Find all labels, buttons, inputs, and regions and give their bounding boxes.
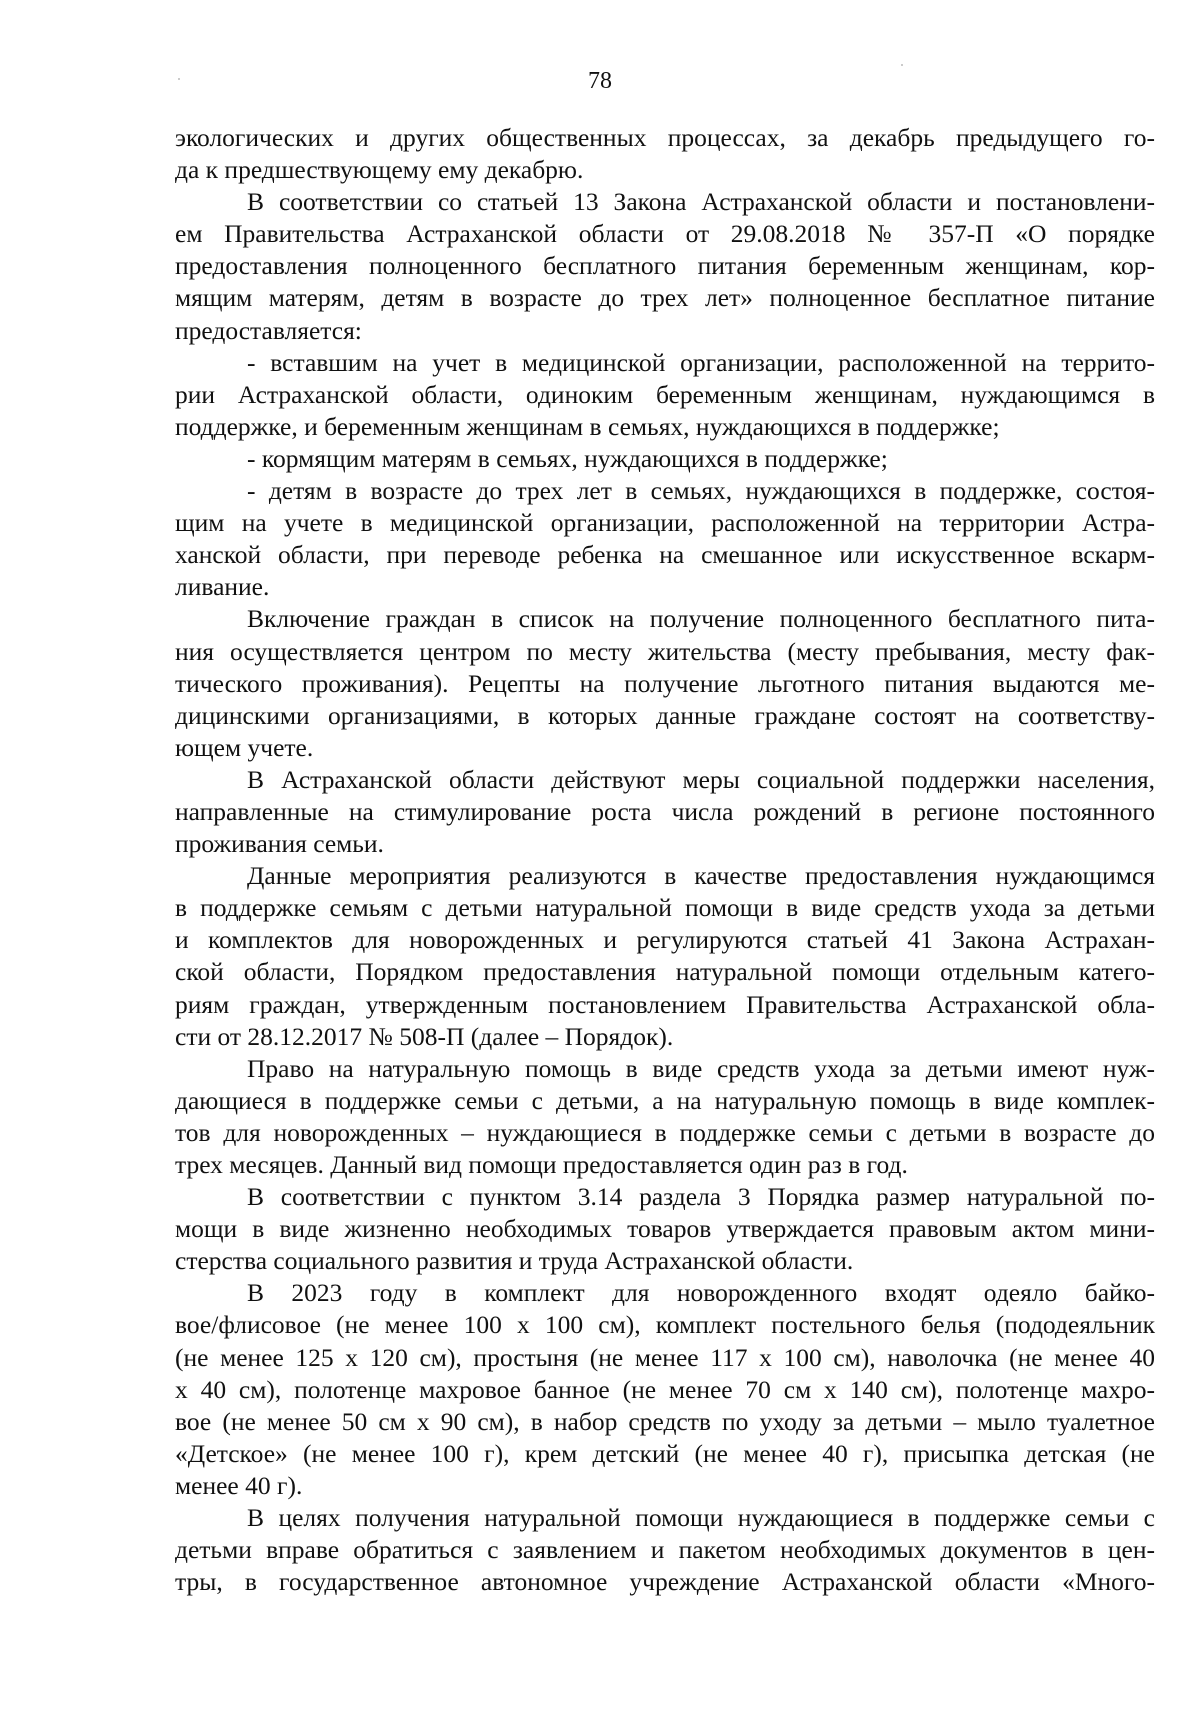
- text-line: риям граждан, утвержденным постановлением Правительства Астраханской обла-: [175, 989, 1155, 1019]
- text-line: (не менее 125 х 120 см), простыня (не менее 117 х 100 см), наволочка (не менее 40: [175, 1342, 1155, 1372]
- paragraph-start: Право на натуральную помощь в виде средств ухода за детьми имеют нуж-: [247, 1053, 1155, 1083]
- text-line: тов для новорожденных – нуждающиеся в поддержке семьи с детьми в возрасте до: [175, 1117, 1155, 1147]
- paragraph-start: В 2023 году в комплект для новорожденного входят одеяло байко-: [247, 1278, 1155, 1308]
- text-line: поддержке, и беременным женщинам в семьях, нуждающихся в поддержке;: [175, 411, 1000, 441]
- text-line: менее 40 г).: [175, 1470, 303, 1500]
- text-line: направленные на стимулирование роста числа рождений в регионе постоянного: [175, 796, 1155, 826]
- text-line: дицинскими организациями, в которых данные граждане состоят на соответству-: [175, 700, 1155, 730]
- text-line: ливание.: [175, 572, 270, 602]
- paragraph-start: В соответствии со статьей 13 Закона Астраханской области и постановлени-: [247, 187, 1155, 217]
- text-line: трех месяцев. Данный вид помощи предоставляется один раз в год.: [175, 1150, 908, 1179]
- text-line: сти от 28.12.2017 № 508-П (далее – Порядок).: [175, 1021, 674, 1051]
- text-line: х 40 см), полотенце махровое банное (не менее 70 см х 140 см), полотенце махро-: [175, 1374, 1155, 1404]
- text-line: предоставляется:: [175, 315, 362, 345]
- scan-speck: [178, 78, 180, 80]
- text-line: мящим матерям, детям в возрасте до трех лет» полноценное бесплатное питание: [175, 283, 1155, 313]
- text-line: предоставления полноценного бесплатного питания беременным женщинам, кор-: [175, 251, 1155, 281]
- text-line: вое/флисовое (не менее 100 х 100 см), комплект постельного белья (пододеяльник: [175, 1310, 1155, 1340]
- text-line: дающиеся в поддержке семьи с детьми, а на натуральную помощь в виде комплек-: [175, 1085, 1155, 1115]
- paragraph-start: В Астраханской области действуют меры социальной поддержки населения,: [247, 764, 1155, 794]
- text-line: ния осуществляется центром по месту жительства (месту пребывания, месту фак-: [175, 636, 1155, 666]
- text-line: да к предшествующему ему декабрю.: [175, 155, 584, 185]
- text-line: «Детское» (не менее 100 г), крем детский (не менее 40 г), присыпка детская (не: [175, 1438, 1155, 1468]
- text-line: мощи в виде жизненно необходимых товаров утверждается правовым актом мини-: [175, 1214, 1155, 1244]
- paragraph-start: Включение граждан в список на получение полноценного бесплатного пита-: [247, 604, 1155, 634]
- text-line: тры, в государственное автономное учреждение Астраханской области «Много-: [175, 1567, 1155, 1597]
- text-line: ющем учете.: [175, 732, 314, 762]
- list-item-start: - вставшим на учет в медицинской организации, расположенной на террито-: [247, 347, 1155, 377]
- text-line: тического проживания). Рецепты на получение льготного питания выдаются ме-: [175, 668, 1155, 698]
- text-line: рии Астраханской области, одиноким беременным женщинам, нуждающимся в: [175, 379, 1155, 409]
- text-line: экологических и других общественных процессах, за декабрь предыдущего го-: [175, 123, 1155, 152]
- text-line: и комплектов для новорожденных и регулируются статьей 41 Закона Астрахан-: [175, 925, 1155, 955]
- text-line: стерства социального развития и труда Астраханской области.: [175, 1246, 854, 1276]
- page-number: 78: [588, 68, 612, 94]
- paragraph-start: Данные мероприятия реализуются в качестве предоставления нуждающимся: [247, 861, 1155, 891]
- text-line: ем Правительства Астраханской области от 29.08.2018 № 357-П «О порядке: [175, 219, 1155, 249]
- scan-speck: [901, 64, 903, 66]
- text-line: проживания семьи.: [175, 829, 384, 859]
- list-item-start: - кормящим матерям в семьях, нуждающихся в поддержке;: [247, 443, 888, 473]
- text-line: щим на учете в медицинской организации, расположенной на территории Астра-: [175, 508, 1155, 538]
- paragraph-start: В соответствии с пунктом 3.14 раздела 3 Порядка размер натуральной по-: [247, 1182, 1155, 1212]
- body-text: [175, 122, 1155, 1598]
- text-line: вое (не менее 50 см х 90 см), в набор средств по уходу за детьми – мыло туалетное: [175, 1406, 1155, 1436]
- text-line: ской области, Порядком предоставления натуральной помощи отдельным катего-: [175, 957, 1155, 987]
- paragraph-start: В целях получения натуральной помощи нуждающиеся в поддержке семьи с: [247, 1503, 1155, 1533]
- list-item-start: - детям в возрасте до трех лет в семьях, нуждающихся в поддержке, состоя-: [247, 476, 1155, 506]
- text-line: в поддержке семьям с детьми натуральной помощи в виде средств ухода за детьми: [175, 893, 1155, 923]
- text-line: ханской области, при переводе ребенка на смешанное или искусственное вскарм-: [175, 540, 1155, 570]
- text-line: детьми вправе обратиться с заявлением и пакетом необходимых документов в цен-: [175, 1535, 1155, 1565]
